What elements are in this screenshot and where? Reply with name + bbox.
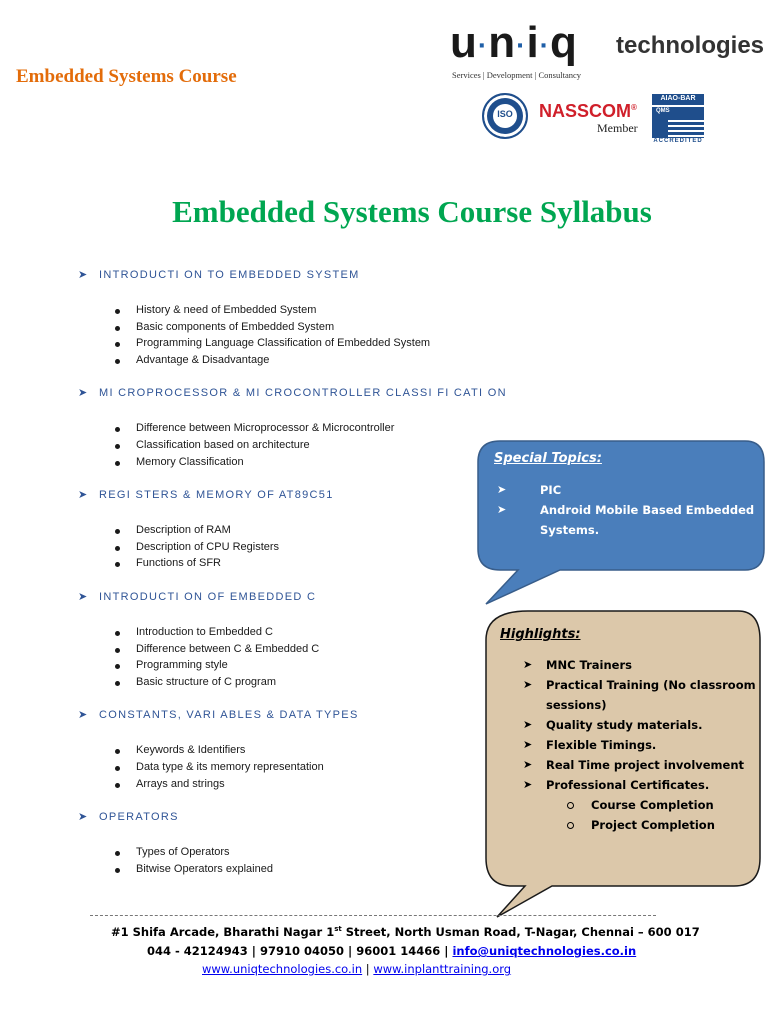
special-topics-title: Special Topics:: [494, 451, 602, 466]
topic-item: Basic components of Embedded System: [78, 321, 498, 338]
footer-divider: [90, 915, 656, 916]
topic-item: Data type & its memory representation: [78, 761, 498, 778]
highlights: [500, 627, 768, 835]
section-heading: ➤ CONSTANTS, VARI ABLES & DATA TYPES: [78, 709, 359, 722]
arrow-bullet-icon: ➤: [523, 738, 533, 751]
topic-item: Description of RAM: [78, 524, 498, 541]
footer-websites: www.uniqtechnologies.co.in | www.inplanttraining.org: [202, 962, 512, 976]
topic-item: Functions of SFR: [78, 557, 498, 574]
highlight-item: ➤ Flexible Timings.: [500, 735, 768, 755]
qms-accredited-label: ACCREDITED: [653, 138, 703, 144]
qms-accredited-badge: AIAO-BAR QMS: [652, 94, 704, 138]
highlight-item: ➤ Professional Certificates.: [500, 775, 768, 795]
document-title: Embedded Systems Course Syllabus: [172, 194, 652, 229]
section-heading: ➤ INTRODUCTI ON TO EMBEDDED SYSTEM: [78, 269, 360, 281]
nasscom-member-label: Member: [597, 121, 638, 135]
arrow-bullet-icon: ➤: [497, 483, 507, 496]
arrow-bullet-icon: ➤: [78, 590, 89, 603]
arrow-bullet-icon: ➤: [78, 489, 89, 502]
circle-bullet-icon: [567, 822, 574, 829]
topic-item: Memory Classification: [78, 456, 498, 473]
topic-item: Basic structure of C program: [78, 676, 498, 693]
iso-label: ISO: [497, 109, 513, 119]
topic-item: Advantage & Disadvantage: [78, 354, 498, 371]
topic-item: Keywords & Identifiers: [78, 744, 498, 761]
footer-contact: 044 - 42124943 | 97910 04050 | 96001 14466 | info@uniqtechnologies.co.in: [147, 944, 637, 958]
logo-word: technologies: [616, 32, 765, 59]
logo-tagline: Services | Development | Consultancy: [452, 70, 581, 80]
highlight-subitem: Project Completion: [500, 815, 768, 835]
special-topic-item: ➤ Android Mobile Based Embedded Systems.: [494, 500, 764, 540]
highlight-item: ➤ Quality study materials.: [500, 715, 768, 735]
highlight-item: ➤ Real Time project involvement: [500, 755, 768, 775]
topic-item: History & need of Embedded System: [78, 304, 498, 321]
topic-item: Bitwise Operators explained: [78, 863, 498, 880]
section-heading: ➤ REGI STERS & MEMORY OF AT89C51: [78, 489, 334, 502]
arrow-bullet-icon: ➤: [78, 709, 89, 722]
topic-item: Programming style: [78, 659, 498, 676]
topic-item: Programming Language Classification of Embedded System: [78, 337, 498, 354]
arrow-bullet-icon: ➤: [523, 678, 533, 691]
arrow-bullet-icon: ➤: [78, 811, 89, 824]
nasscom-logo: NASSCOM®: [539, 101, 637, 121]
logo-letters: u·n·i·q: [450, 18, 578, 67]
arrow-bullet-icon: ➤: [497, 503, 507, 516]
topic-item: Arrays and strings: [78, 778, 498, 795]
topic-item: Difference between Microprocessor & Microcontroller: [78, 422, 498, 439]
highlight-subitem: Course Completion: [500, 795, 768, 815]
website-link-inplant[interactable]: www.inplanttraining.org: [373, 962, 512, 976]
highlight-item: ➤ MNC Trainers: [500, 655, 768, 675]
highlight-item: ➤ Practical Training (No classroom sessions): [500, 675, 768, 715]
arrow-bullet-icon: ➤: [523, 718, 533, 731]
topic-item: Introduction to Embedded C: [78, 626, 498, 643]
topic-item: Difference between C & Embedded C: [78, 643, 498, 660]
special-topics: [494, 451, 764, 540]
arrow-bullet-icon: ➤: [78, 387, 89, 400]
section-heading: ➤ MI CROPROCESSOR & MI CROCONTROLLER CLASSI FI CATI ON: [78, 387, 507, 400]
arrow-bullet-icon: ➤: [78, 269, 89, 281]
highlights-title: Highlights:: [500, 627, 581, 642]
course-tag: Embedded Systems Course: [16, 66, 237, 87]
footer-address: #1 Shifa Arcade, Bharathi Nagar 1st Street, North Usman Road, T-Nagar, Chennai – 600 017: [111, 925, 700, 939]
website-link-uniq[interactable]: www.uniqtechnologies.co.in: [202, 962, 363, 976]
circle-bullet-icon: [567, 802, 574, 809]
section-heading: ➤ OPERATORS: [78, 811, 179, 824]
arrow-bullet-icon: ➤: [523, 778, 533, 791]
email-link[interactable]: info@uniqtechnologies.co.in: [452, 944, 637, 958]
section-heading: ➤ INTRODUCTI ON OF EMBEDDED C: [78, 590, 317, 603]
topic-item: Description of CPU Registers: [78, 541, 498, 558]
topic-item: Classification based on architecture: [78, 439, 498, 456]
topic-item: Types of Operators: [78, 846, 498, 863]
arrow-bullet-icon: ➤: [523, 758, 533, 771]
special-topic-item: ➤ PIC: [494, 480, 764, 500]
arrow-bullet-icon: ➤: [523, 658, 533, 671]
